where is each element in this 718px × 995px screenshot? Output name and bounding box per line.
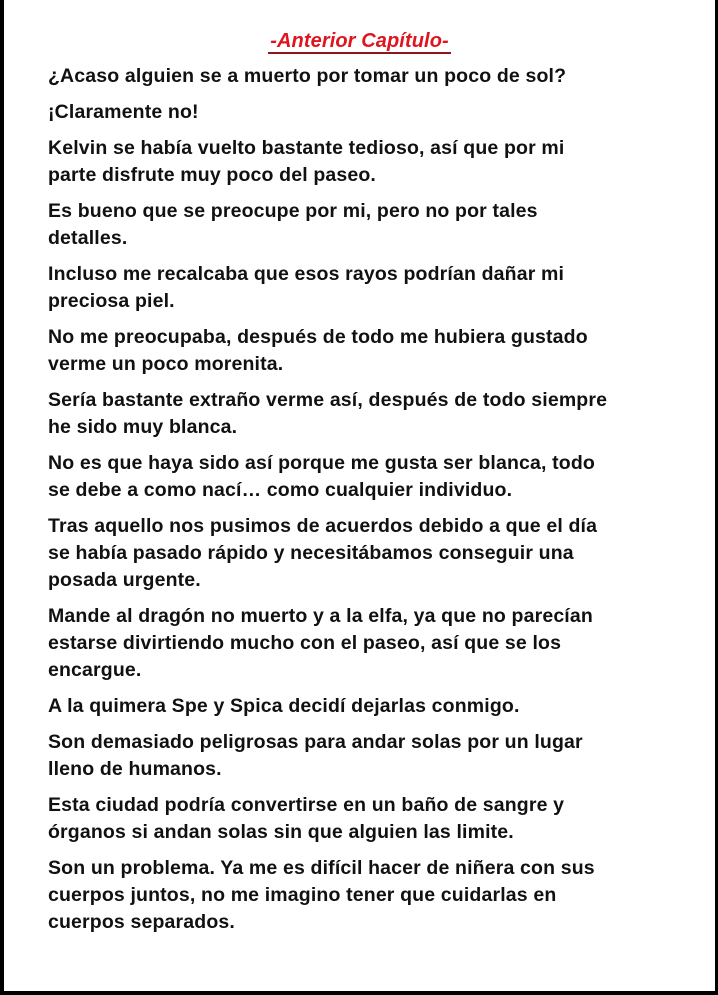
- paragraph: [48, 63, 708, 90]
- text-line: Esta ciudad podría convertirse en un baño de sangre y: [48, 794, 565, 816]
- text-line: Son un problema. Ya me es difícil hacer de niñera con sus: [48, 857, 595, 879]
- paragraph: [48, 198, 708, 252]
- text-line: Mande al dragón no muerto y a la elfa, ya que no parecían: [48, 605, 593, 627]
- paragraph: [48, 450, 708, 504]
- text-line: lleno de humanos.: [48, 758, 222, 780]
- text-line: A la quimera Spe y Spica decidí dejarlas conmigo.: [48, 695, 520, 717]
- text-line: posada urgente.: [48, 569, 201, 591]
- text-line: preciosa piel.: [48, 290, 175, 312]
- text-line: No me preocupaba, después de todo me hubiera gustado: [48, 326, 588, 348]
- paragraph: [48, 99, 708, 126]
- text-line: he sido muy blanca.: [48, 416, 238, 438]
- text-line: Son demasiado peligrosas para andar solas por un lugar: [48, 731, 583, 753]
- paragraph: [48, 324, 708, 378]
- text-line: parte disfrute muy poco del paseo.: [48, 164, 377, 186]
- text-line: se debe a como nací… como cualquier individuo.: [48, 479, 513, 501]
- paragraph: [48, 729, 708, 783]
- text-line: Incluso me recalcaba que esos rayos podrían dañar mi: [48, 263, 565, 285]
- text-line: detalles.: [48, 227, 128, 249]
- document-page: [4, 0, 715, 991]
- paragraph: [48, 693, 708, 720]
- text-line: encargue.: [48, 659, 142, 681]
- text-line: Es bueno que se preocupe por mi, pero no por tales: [48, 200, 538, 222]
- paragraph: [48, 792, 708, 846]
- paragraph: [48, 261, 708, 315]
- text-line: ¡Claramente no!: [48, 101, 199, 123]
- text-line: Tras aquello nos pusimos de acuerdos debido a que el día: [48, 515, 598, 537]
- text-line: cuerpos separados.: [48, 911, 235, 933]
- text-line: No es que haya sido así porque me gusta ser blanca, todo: [48, 452, 595, 474]
- text-line: se había pasado rápido y necesitábamos conseguir una: [48, 542, 574, 564]
- chapter-title: -Anterior Capítulo-: [270, 30, 449, 52]
- paragraph: [48, 135, 708, 189]
- text-line: estarse divirtiendo mucho con el paseo, así que se los: [48, 632, 562, 654]
- paragraph: [48, 387, 708, 441]
- text-line: Kelvin se había vuelto bastante tedioso, así que por mi: [48, 137, 565, 159]
- text-line: ¿Acaso alguien se a muerto por tomar un poco de sol?: [48, 65, 567, 87]
- text-line: Sería bastante extraño verme así, después de todo siempre: [48, 389, 608, 411]
- paragraph: [48, 855, 708, 936]
- text-line: cuerpos juntos, no me imagino tener que cuidarlas en: [48, 884, 557, 906]
- text-line: verme un poco morenita.: [48, 353, 284, 375]
- paragraph: [48, 603, 708, 684]
- text-line: órganos si andan solas sin que alguien las limite.: [48, 821, 514, 843]
- document-body: [48, 63, 708, 945]
- chapter-heading: [4, 30, 715, 54]
- paragraph: [48, 513, 708, 594]
